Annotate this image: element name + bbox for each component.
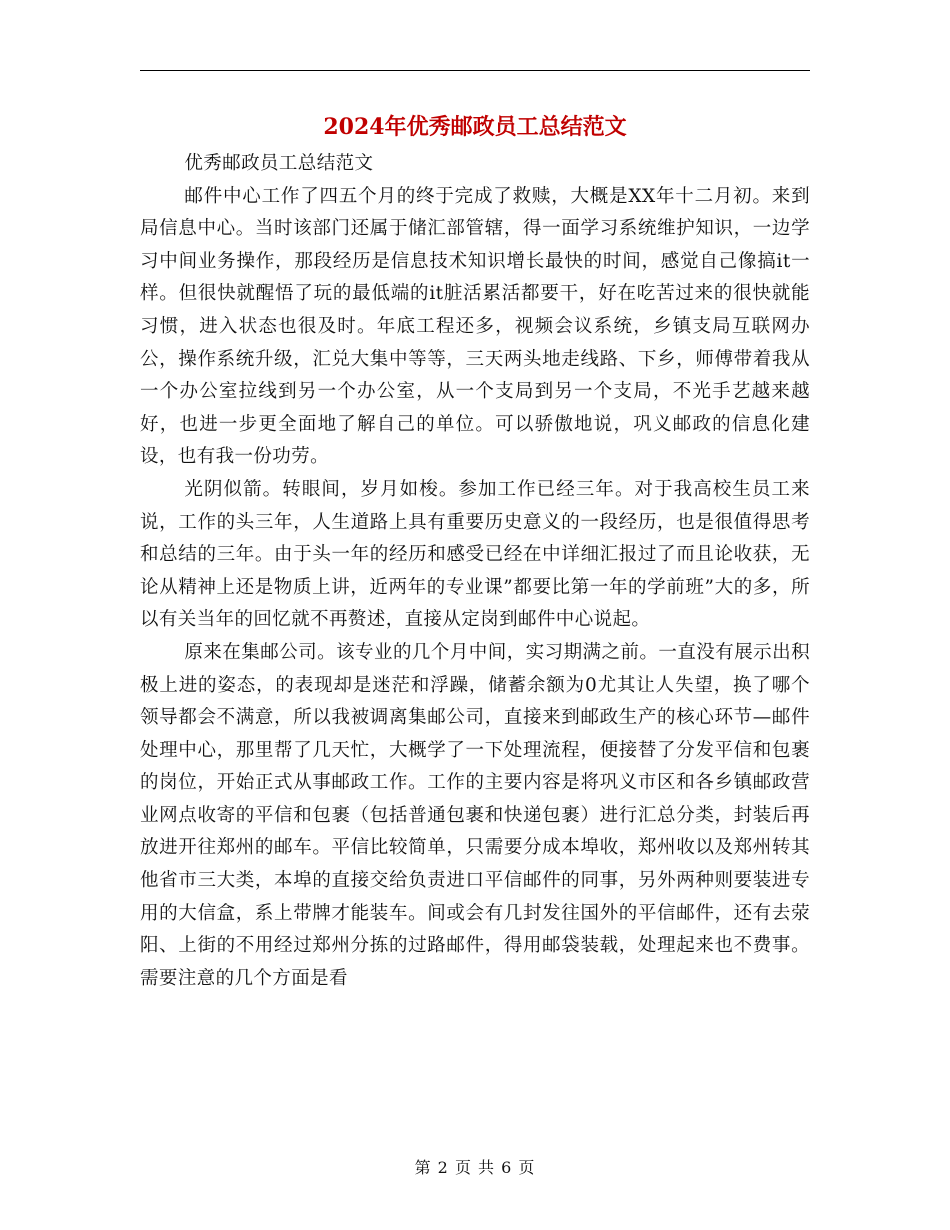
document-body [140, 148, 810, 995]
paragraph-1: 邮件中心工作了四五个月的终于完成了救赎，大概是XX年十二月初。来到局信息中心。当时该部门还属于储汇部管辖，得一面学习系统维护知识，一边学习中间业务操作，那段经历是信息技术知识增长最快的时间，感觉自己像搞it一样。但很快就醒悟了玩的最低端的it脏活累活都要干，好在吃苦过来的很快就能习惯，进入状态也很及时。年底工程还多，视频会议系统，乡镇支局互联网办公，操作系统升级，汇兑大集中等等，三天两头地走线路、下乡，师傅带着我从一个办公室拉线到另一个办公室，从一个支局到另一个支局，不光手艺越来越好，也进一步更全面地了解自己的单位。可以骄傲地说，巩义邮政的信息化建设，也有我一份功劳。 [140, 185, 810, 468]
page-number-footer: 第 2 页 共 6 页 [414, 1158, 536, 1177]
header-rule [140, 70, 810, 71]
document-title: 2024年优秀邮政员工总结范文 [323, 114, 627, 140]
paragraph-2: 光阴似箭。转眼间，岁月如梭。参加工作已经三年。对于我高校生员工来说，工作的头三年，人生道路上具有重要历史意义的一段经历，也是很值得思考和总结的三年。由于头一年的经历和感受已经在中详细汇报过了而且论收获，无论从精神上还是物质上讲，近两年的专业课”都要比第一年的学前班”大的多，所以有关当年的回忆就不再赘述，直接从定岗到邮件中心说起。 [140, 478, 810, 631]
paragraph-3: 原来在集邮公司。该专业的几个月中间，实习期满之前。一直没有展示出积极上进的姿态，的表现却是迷茫和浮躁，储蓄余额为0尤其让人失望，换了哪个领导都会不满意，所以我被调离集邮公司，直接来到邮政生产的核心环节—邮件处理中心，那里帮了几天忙，大概学了一下处理流程，便接替了分发平信和包裹的岗位，开始正式从事邮政工作。工作的主要内容是将巩义市区和各乡镇邮政营业网点收寄的平信和包裹（包括普通包裹和快递包裹）进行汇总分类，封装后再放进开往郑州的邮车。平信比较简单，只需要分成本埠收，郑州收以及郑州转其他省市三大类，本埠的直接交给负责进口平信邮件的同事，另外两种则要装进专用的大信盒，系上带牌才能装车。间或会有几封发往国外的平信邮件，还有去荥阳、上街的不用经过郑州分拣的过路邮件，得用邮袋装载，处理起来也不费事。需要注意的几个方面是看 [140, 641, 810, 989]
paragraph-subtitle: 优秀邮政员工总结范文 [184, 153, 374, 174]
